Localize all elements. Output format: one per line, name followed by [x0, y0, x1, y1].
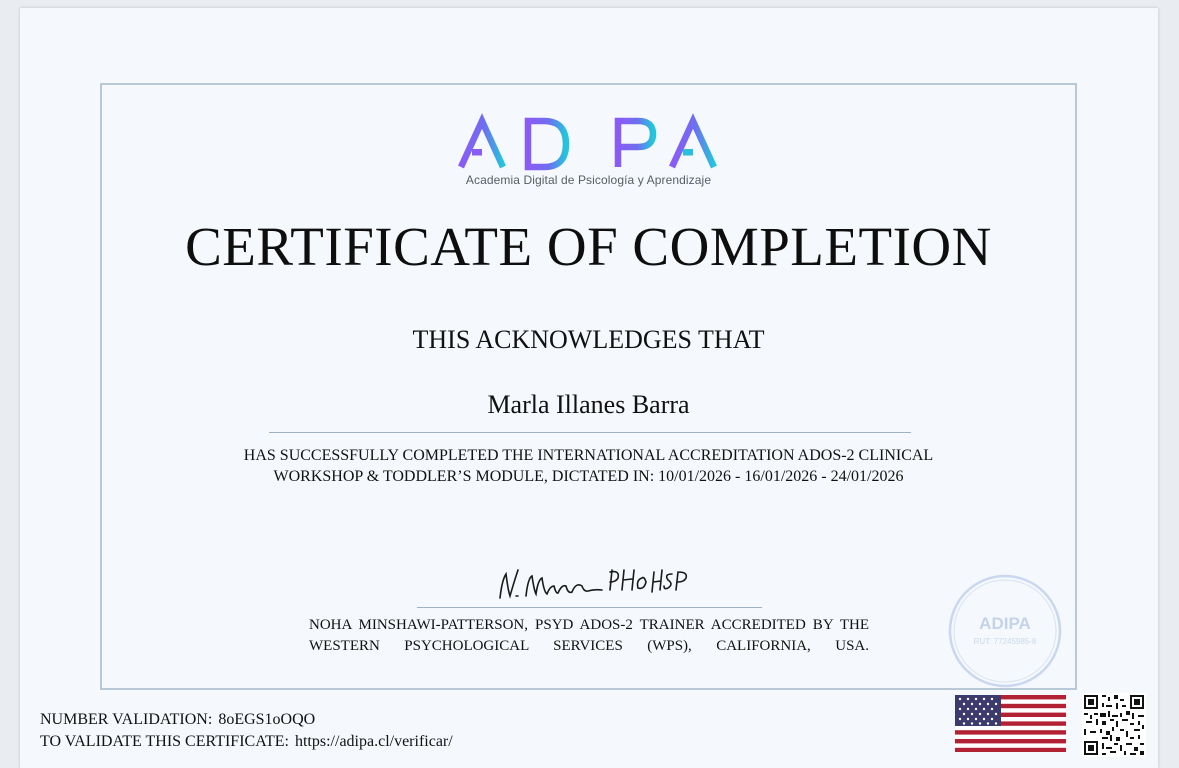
course-line-1: HAS SUCCESSFULLY COMPLETED THE INTERNATIONAL ACCREDITATION ADOS-2 CLINICAL — [243, 447, 934, 464]
course-line-2: WORKSHOP & TODDLER’S MODULE, DICTATED IN: 10/01/2026 - 16/01/2026 - 24/01/2026 — [273, 468, 904, 485]
svg-text:ADIPA: ADIPA — [979, 614, 1031, 633]
validation-number-row — [40, 709, 453, 731]
name-divider — [269, 432, 911, 433]
logo-subtitle: Academia Digital de Psicología y Aprendizaje — [465, 173, 712, 187]
validation-number-value: 8oEGS1oOQO — [218, 711, 316, 728]
us-flag-icon — [955, 695, 1066, 752]
course-description — [172, 445, 1005, 487]
signer-block — [309, 615, 869, 657]
signer-line-1: NOHA MINSHAWI-PATTERSON, PSYD ADOS-2 TRAINER ACCREDITED BY THE — [309, 617, 869, 633]
adipa-seal-icon — [947, 573, 1063, 689]
adipa-logo — [102, 113, 1075, 187]
signature-divider — [417, 607, 762, 608]
certificate-page — [20, 8, 1158, 768]
validation-url-label: TO VALIDATE THIS CERTIFICATE: — [40, 733, 289, 750]
validation-block — [40, 709, 453, 753]
signer-line-2: WESTERN PSYCHOLOGICAL SERVICES (WPS), CALIFORNIA, USA. — [309, 638, 869, 654]
certificate-title: CERTIFICATE OF COMPLETION — [185, 216, 992, 277]
svg-text:RUT: 77245985-8: RUT: 77245985-8 — [973, 637, 1037, 646]
certificate-frame — [100, 83, 1077, 690]
validation-url-row — [40, 731, 453, 753]
signature-icon — [492, 560, 692, 604]
recipient-name: Marla Illanes Barra — [487, 390, 690, 419]
acknowledges-text: THIS ACKNOWLEDGES THAT — [412, 325, 765, 354]
qr-code-icon[interactable] — [1082, 693, 1146, 757]
validation-number-label: NUMBER VALIDATION: — [40, 711, 213, 728]
adipa-wordmark-icon — [458, 113, 720, 171]
validation-url-link[interactable]: https://adipa.cl/verificar/ — [294, 733, 453, 750]
